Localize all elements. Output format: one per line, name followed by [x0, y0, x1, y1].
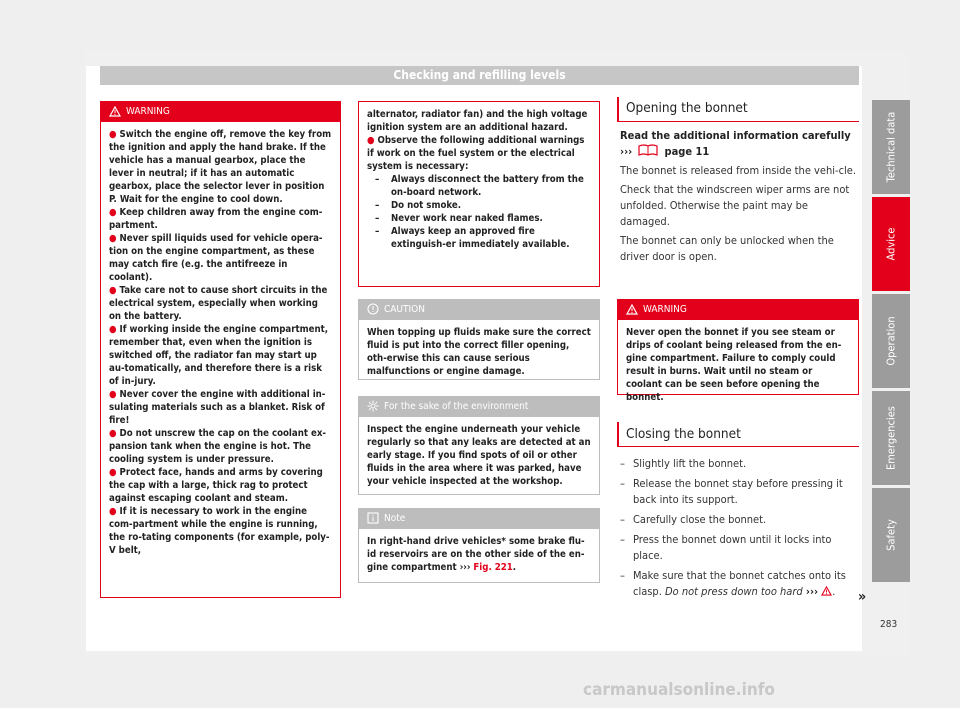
warning-text: Never open the bonnet if you see steam or drips of coolant being released from the en-gine compartment. Failure to comply could result in burns. Wait until no steam or coolant can be seen before opening the bonnet.	[626, 327, 842, 403]
environment-header	[359, 397, 599, 417]
caution-title: CAUTION	[384, 304, 425, 315]
tab-safety[interactable]: Safety	[872, 488, 910, 582]
closing-steps	[620, 456, 856, 604]
warning-box-header	[101, 102, 340, 122]
warning-body	[101, 122, 340, 563]
section-heading-opening: Opening the bonnet	[626, 100, 748, 116]
warning-ref-arrows: ›››	[805, 585, 819, 598]
note-figure-link[interactable]: Fig. 221	[473, 562, 513, 573]
opening-body	[620, 128, 858, 265]
tab-emergencies[interactable]: Emergencies	[872, 391, 910, 485]
dash-item: – Do not smoke.	[375, 200, 461, 211]
section-heading-closing: Closing the bonnet	[626, 426, 741, 442]
page-header-title: Checking and refilling levels	[393, 68, 566, 82]
environment-box	[358, 396, 600, 495]
warning-title: WARNING	[643, 304, 687, 315]
note-header	[359, 509, 599, 529]
read-more-line: Read the additional information carefully	[620, 129, 851, 142]
environment-leaf-icon	[367, 400, 379, 412]
note-title: Note	[384, 513, 406, 524]
warning-box-bonnet	[617, 299, 859, 403]
step-item: – Press the bonnet down until it locks into place.	[620, 533, 832, 562]
opening-paragraph: The bonnet can only be unlocked when the driver door is open.	[620, 234, 834, 263]
note-box	[358, 508, 600, 583]
caution-info-icon	[367, 303, 379, 315]
step-item: – Slightly lift the bonnet.	[620, 457, 747, 470]
tab-operation[interactable]: Operation	[872, 294, 910, 388]
opening-paragraph: The bonnet is released from inside the vehi-cle.	[620, 164, 857, 177]
warning-continued-body	[359, 102, 599, 257]
warning-box-continued	[358, 101, 600, 287]
heading-accent-bar	[617, 422, 619, 446]
environment-text: Inspect the engine underneath your vehicle regularly so that any leaks are detected at an early stage. If you find spots of oil or other fluids in the area where it was parked, have your vehicle inspected at the workshop.	[367, 424, 591, 487]
warning-box-header	[618, 300, 858, 320]
list-item: ● Never spill liquids used for vehicle opera-tion on the engine compartment, as these may catch fire (e.g. the antifreeze in coolant).	[109, 233, 323, 283]
warning-triangle-icon	[109, 106, 121, 117]
dash-item: – Never work near naked flames.	[375, 213, 543, 224]
warning-note-italic: Do not press down too hard	[665, 585, 803, 598]
note-arrows: ›››	[459, 562, 471, 573]
warning-box-engine	[100, 101, 341, 598]
continued-mark: »	[858, 589, 867, 605]
warning-triangle-icon	[626, 304, 638, 315]
step-item: – Carefully close the bonnet.	[620, 513, 767, 526]
list-item: ● Keep children away from the engine com-partment.	[109, 207, 323, 231]
heading-rule	[617, 121, 859, 122]
warning-triangle-icon	[821, 586, 832, 596]
book-icon	[637, 144, 659, 156]
read-more-ref[interactable]	[620, 144, 858, 160]
list-item: ● Switch the engine off, remove the key from the ignition and apply the hand brake. If the vehicle has a manual gearbox, place the lever in neutral; if it has an automatic gearbox, place the selector lever in position P. Wait for the engine to cool down.	[109, 129, 332, 205]
list-item: ● Observe the following additional warnings if work on the fuel system or the electrical system is necessary:	[367, 135, 585, 172]
list-item: ● Do not unscrew the cap on the coolant ex-pansion tank when the engine is hot. The cooling system is under pressure.	[109, 428, 326, 465]
watermark: carmanualsonline.info	[583, 680, 775, 700]
heading-rule	[617, 446, 859, 447]
caution-header	[359, 300, 599, 320]
read-more-page: page 11	[664, 145, 710, 158]
step-item: – Release the bonnet stay before pressing it back into its support.	[620, 477, 843, 506]
warning-continued-intro: alternator, radiator fan) and the high voltage ignition system are an additional hazard.	[367, 109, 588, 133]
page-number: 283	[880, 619, 898, 630]
caution-text: When topping up fluids make sure the correct fluid is put into the correct filler opening, oth-erwise this can cause serious malfunctions or engine damage.	[367, 327, 591, 377]
note-text: In right-hand drive vehicles* some brake flu-id reservoirs are on the other side of the en-gine compartment	[367, 536, 585, 573]
note-icon	[367, 512, 379, 524]
warning-title: WARNING	[126, 106, 170, 117]
list-item: ● If working inside the engine compartment, remember that, even when the ignition is switched off, the radiator fan may start up au-tomatically, and therefore there is a risk of in-jury.	[109, 324, 329, 387]
list-item: ● Take care not to cause short circuits in the electrical system, especially when working on the battery.	[109, 285, 328, 322]
list-item: ● Never cover the engine with additional in-sulating materials such as a blanket. Risk of fire!	[109, 389, 326, 426]
read-more-arrows: ›››	[620, 145, 633, 158]
heading-accent-bar	[617, 97, 619, 121]
note-body: In right-hand drive vehicles* some brake flu-id reservoirs are on the other side of the en-gine compartment ››› Fig. 221.	[367, 536, 585, 573]
list-item: ● Protect face, hands and arms by covering the cap with a large, thick rag to protect against escaping coolant and steam.	[109, 467, 323, 504]
tab-technical-data[interactable]: Technical data	[872, 100, 910, 194]
dash-item: – Always keep an approved fire extinguish-er immediately available.	[375, 226, 570, 250]
tab-advice[interactable]: Advice	[872, 197, 910, 291]
step-item: – Make sure that the bonnet catches onto its clasp. Do not press down too hard ››› .	[620, 569, 846, 598]
list-item: ● If it is necessary to work in the engine com-partment while the engine is running, the ro-tating components (for example, poly-V belt,	[109, 506, 330, 556]
dash-item: – Always disconnect the battery from the on-board network.	[375, 174, 584, 198]
opening-paragraph: Check that the windscreen wiper arms are not unfolded. Otherwise the paint may be damaged.	[620, 183, 850, 228]
environment-title: For the sake of the environment	[384, 401, 529, 412]
caution-box	[358, 299, 600, 380]
